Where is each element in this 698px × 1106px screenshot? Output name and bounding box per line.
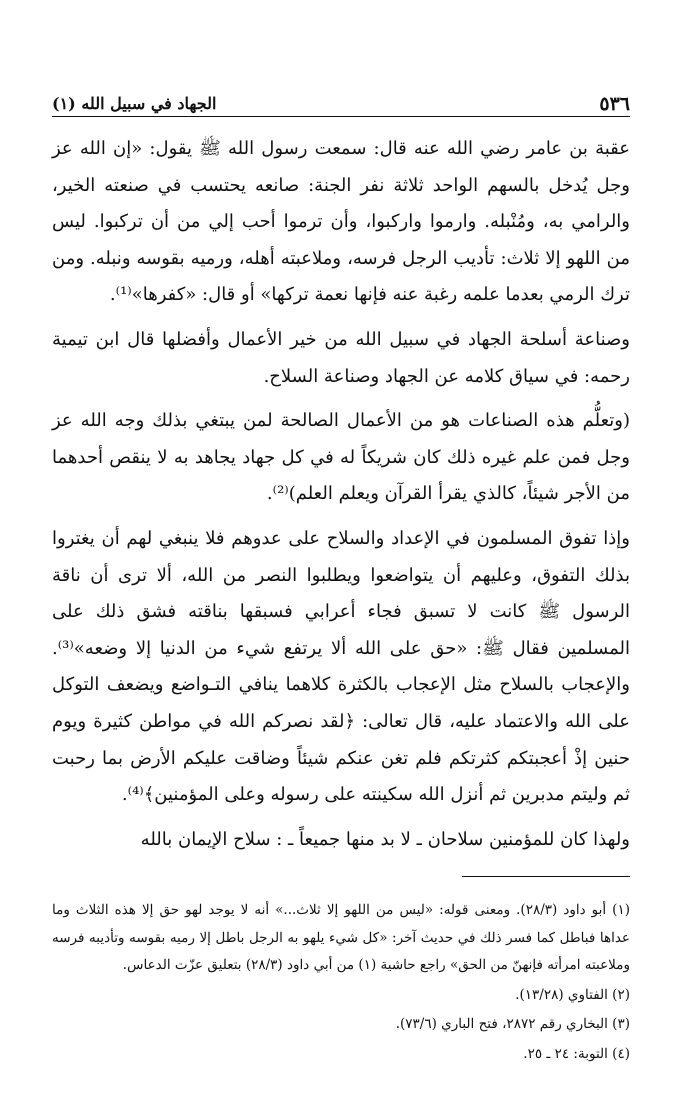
paragraph: وإذا تفوق المسلمون في الإعداد والسلاح على عدوهم فلا ينبغي لهم أن يغتروا بذلك التفوق، وعليهم أن يتواضعوا ويطلبوا النصر من الله، ألا ترى أن ناقة الرسول ﷺ كانت لا تسبق فجاء أعرابي فسبقها بناقته فشق ذلك على المسلمين فقال ﷺ: «حق على الله ألا يرتفع شيء من الدنيا إلا وضعه»⁽³⁾. والإعجاب بالسلاح مثل الإعجاب بالكثرة كلاهما ينافي التـواضع ويضعف التوكل على الله والاعتماد عليه، قال تعالى: ﴿لقد نصركم الله في مواطن كثيرة ويوم حنين إذْ أعجبتكم كثرتكم فلم تغن عنكم شيئاً وضاقت عليكم الأرض بما رحبت ثم وليتم مدبرين ثم أنزل الله سكينته على رسوله وعلى المؤمنين﴾⁽⁴⁾. [52,527,630,806]
paragraph: وصناعة أسلحة الجهاد في سبيل الله من خير الأعمال وأفضلها قال ابن تيمية رحمه: في سياق كلامه عن الجهاد وصناعة السلاح. [52,328,630,387]
paragraph: ولهذا كان للمؤمنين سلاحان ـ لا بد منها جميعاً ـ : سلاح الإيمان بالله [140,828,630,850]
main-text [52,131,630,858]
footnote: (٢) الفتاوي (١٣/٢٨). [515,986,630,1003]
paragraph: (وتعلُّم هذه الصناعات هو من الأعمال الصالحة لمن يبتغي بذلك وجه الله عز وجل فمن علم غيره ذلك كان شريكاً له في كل جهاد يجاهد به لا ينقص أحدهما من الأجر شيئاً، كالذي يقرأ القرآن ويعلم العلم)⁽²⁾. [52,410,630,505]
header-rule [52,116,630,117]
footnotes [52,897,630,1068]
running-title: الجهاد في سبيل الله (١) [52,94,217,113]
footnote-separator [462,876,630,877]
book-page [52,86,630,1070]
page-header [52,86,630,114]
footnote: (٣) البخاري رقم ٢٨٧٢، فتح الباري (٧٣/٦). [395,1016,630,1033]
page-number: ٥٣٦ [599,93,630,115]
footnote: (٤) التوبة: ٢٤ ـ ٢٥. [523,1045,630,1062]
paragraph: عقبة بن عامر رضي الله عنه قال: سمعت رسول الله ﷺ يقول: «إن الله عز وجل يُدخل بالسهم الواحد ثلاثة نفر الجنة: صانعه يحتسب في صنعته الخير، والرامي به، ومُنْبله. وارموا واركبوا، وأن ترموا أحب إلي من أن تركبوا. ليس من اللهو إلا ثلاث: تأديب الرجل فرسه، وملاعبته أهله، ورميه بقوسه ونبله. ومن ترك الرمي بعدما علمه رغبة عنه فإنها نعمة تركها» أو قال: «كفرها»⁽¹⁾. [52,138,630,306]
footnote: (١) أبو داود (٢٨/٣). ومعنى قوله: «ليس من اللهو إلا ثلاث...» أنه لا يوجد لهو حق إلا هذه الثلاث وما عداها فباطل كما فسر ذلك في حديث آخر: «كل شيء يلهو به الرجل باطل إلا رميه بقوسه وتأديبه فرسه وملاعبته امرأته فإنهنّ من الحق» راجع حاشية (١) من أبي داود (٢٨/٣) بتعليق عزّت الدعاس. [52,902,630,974]
